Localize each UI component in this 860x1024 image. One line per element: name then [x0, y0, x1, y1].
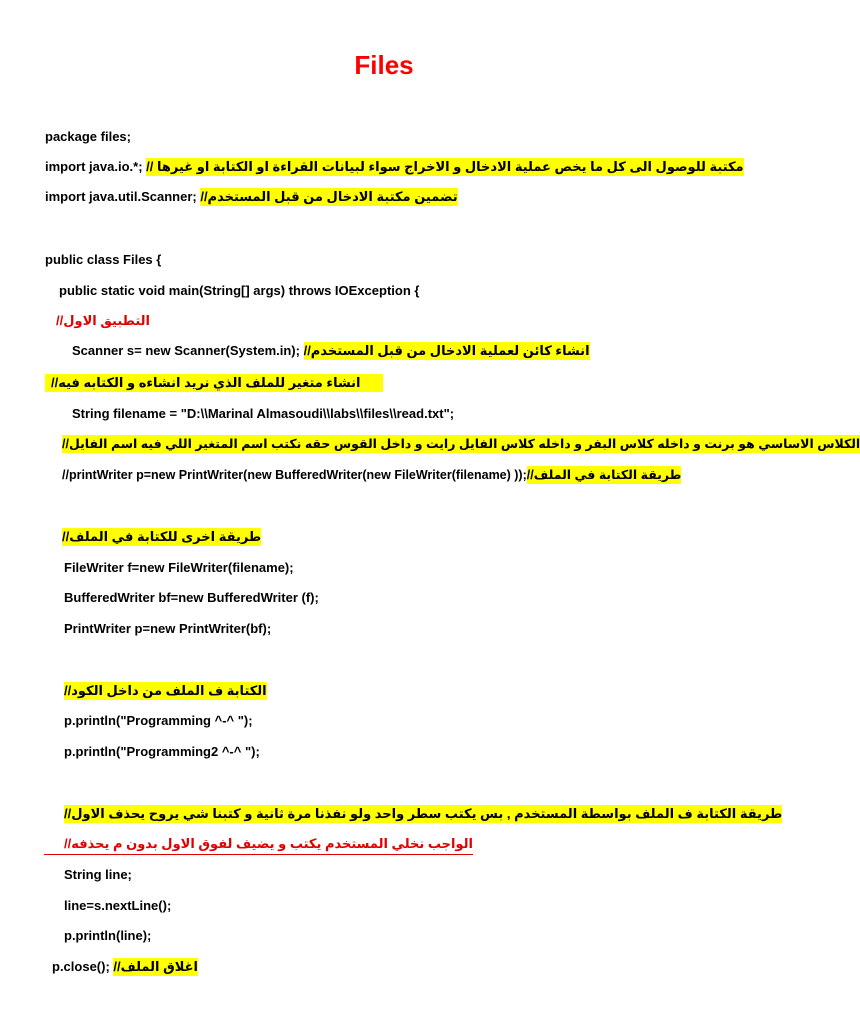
code-line-nextline	[64, 897, 171, 915]
code-text: String line;	[64, 867, 132, 882]
comment-line-class	[62, 435, 860, 453]
code-text: Scanner s= new Scanner(System.in);	[72, 343, 300, 358]
code-line-scanner	[72, 342, 590, 360]
code-text: String filename = "D:\\Marinal Almasoudi\\labs\\files\\read.txt";	[72, 406, 455, 421]
code-text: p.close();	[52, 959, 110, 974]
code-text: line=s.nextLine();	[64, 898, 172, 913]
code-line-import-scanner	[45, 188, 458, 206]
arabic-comment-highlighted: طريقة الكتابة في الملف//	[526, 468, 682, 482]
code-line-close	[52, 958, 198, 976]
code-line-import-io	[45, 158, 744, 176]
code-text: public static void main(String[] args) throws IOException {	[59, 283, 420, 298]
code-line-class-decl	[45, 251, 161, 269]
arabic-comment-highlighted: طريقة الكتابة ف الملف بواسطة المستخدم , بس يكتب سطر واحد ولو نفذنا مرة ثانية و كتبنا شي يروح يحذف الاول//	[64, 806, 783, 821]
code-text: PrintWriter p=new PrintWriter(bf);	[64, 621, 272, 636]
code-text: p.println("Programming2 ^-^ ");	[64, 744, 260, 759]
code-line-println2	[64, 743, 260, 761]
comment-line-homework	[44, 835, 473, 855]
arabic-comment-highlighted: الكتابة ف الملف من داخل الكود//	[64, 683, 267, 698]
code-line-filewriter	[64, 559, 294, 577]
arabic-comment-highlighted: انشاء كائن لعملية الادخال من قبل المستخدم//	[303, 343, 590, 358]
comment-line-write-from-code	[64, 682, 267, 700]
arabic-comment-highlighted: تضمين مكتبة الادخال من قبل المستخدم//	[200, 189, 458, 204]
page-title: Files	[354, 50, 414, 80]
code-text: import java.io.*;	[45, 159, 143, 174]
code-text: package files;	[45, 129, 131, 144]
code-text: FileWriter f=new FileWriter(filename);	[64, 560, 294, 575]
code-text: p.println(line);	[64, 928, 152, 943]
code-line-println1	[64, 712, 253, 730]
code-text: import java.util.Scanner;	[45, 189, 197, 204]
code-text: public class Files {	[45, 252, 162, 267]
arabic-comment-highlighted: مكتبة للوصول الى كل ما يخص عملية الادخال و الاخراج سواء لبيانات القراءة او الكتابة او غيرها //	[146, 159, 744, 174]
code-line-filename	[72, 405, 454, 423]
arabic-comment-red-underlined: الواجب نخلي المستخدم يكتب و يضيف لفوق الاول بدون م يحذفه//	[44, 835, 473, 855]
arabic-comment-highlighted: طريقة اخرى للكتابة في الملف//	[62, 529, 262, 544]
arabic-comment-highlighted: انشاء متغير للملف الذي نريد انشاءه و الكتابه فيه//	[45, 374, 383, 392]
code-line-string-line	[64, 866, 132, 884]
code-line-printwriter	[64, 620, 271, 638]
comment-line-user-write	[64, 805, 782, 823]
arabic-comment-highlighted: اغلاق الملف//	[113, 959, 198, 974]
code-line-main-decl	[59, 282, 419, 300]
arabic-comment-red: التطبيق الاول//	[56, 313, 150, 328]
code-text: BufferedWriter bf=new BufferedWriter (f);	[64, 590, 319, 605]
comment-line-other-way	[62, 528, 261, 546]
code-line-bufferedwriter	[64, 589, 319, 607]
comment-line-var	[45, 374, 383, 392]
code-text: p.println("Programming ^-^ ");	[64, 713, 253, 728]
code-line-package	[45, 128, 131, 146]
arabic-comment-highlighted: الكلاس الاساسي هو برنت و داخله كلاس البفر و داخله كلاس الفايل رايت و داخل القوس حقه نكتب اسم المتغير اللي فيه اسم الفايل//	[62, 437, 860, 451]
code-text: //printWriter p=new PrintWriter(new BufferedWriter(new FileWriter(filename) ));	[62, 468, 527, 482]
code-line-println-line	[64, 927, 151, 945]
comment-line-app1	[56, 312, 150, 330]
code-line-printwriter-commented	[62, 466, 681, 484]
